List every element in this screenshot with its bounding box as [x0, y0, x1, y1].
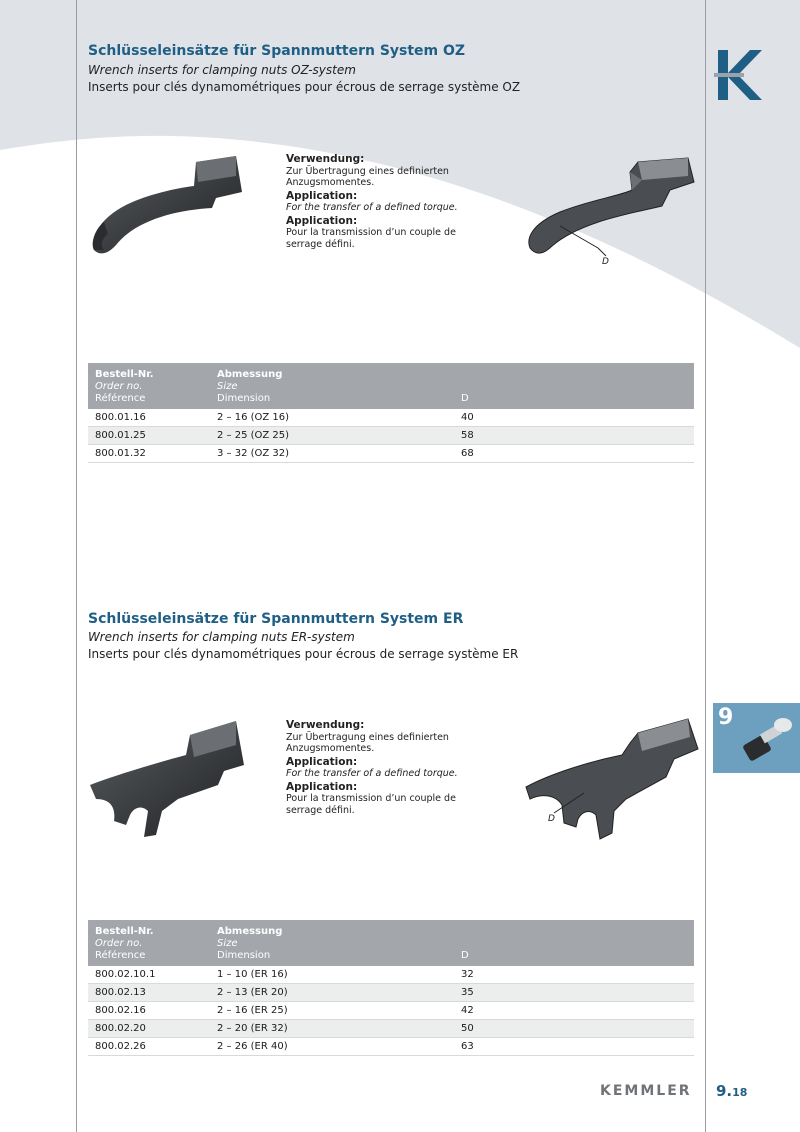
oz-th-dim-fr: Dimension: [217, 393, 271, 404]
er-section-title: Schlüsseleinsätze für Spannmuttern System ER: [88, 611, 464, 627]
oz-table-header: [88, 363, 694, 409]
oz-section-title: Schlüsseleinsätze für Spannmuttern System OZ: [88, 43, 466, 59]
er-desc-text-fr: Pour la transmission d’un couple de serrage défini.: [286, 793, 456, 816]
er-diagram-label: D: [548, 814, 555, 824]
er-th-dim-de: Abmessung: [217, 926, 283, 937]
er-desc-heading-en: Application:: [286, 755, 358, 768]
er-desc-heading-fr: Application:: [286, 780, 358, 793]
er-subtitle-fr: Inserts pour clés dynamométriques pour écrous de serrage système ER: [88, 647, 519, 661]
cell-d: 32: [461, 969, 474, 980]
oz-table: [88, 363, 694, 463]
oz-desc-heading-de: Verwendung:: [286, 153, 365, 165]
oz-desc-text-fr: Pour la transmission d’un couple de serrage défini.: [286, 227, 456, 250]
page-number-main: 9.: [716, 1082, 733, 1100]
table-row: [88, 1038, 694, 1056]
oz-th-dim-en: Size: [217, 381, 238, 392]
table-row: [88, 966, 694, 984]
oz-subtitle-fr: Inserts pour clés dynamométriques pour écrous de serrage système OZ: [88, 80, 521, 94]
er-desc-text-en: For the transfer of a defined torque.: [286, 768, 458, 779]
cell-order: 800.02.13: [95, 987, 146, 998]
right-margin-line: [705, 0, 706, 1132]
er-th-order-de: Bestell-Nr.: [95, 926, 154, 937]
table-row: [88, 1020, 694, 1038]
clamping-nut-icon: [731, 713, 797, 765]
er-wrench-diagram: [522, 715, 702, 845]
page-number: [716, 1082, 747, 1100]
er-description: [286, 718, 476, 816]
oz-wrench-diagram: [520, 150, 700, 270]
cell-d: 68: [461, 448, 474, 459]
oz-th-d: D: [461, 393, 469, 404]
er-th-dim-en: Size: [217, 938, 238, 949]
oz-desc-text-en: For the transfer of a defined torque.: [286, 202, 458, 213]
kemmler-logo-icon: [714, 46, 764, 102]
er-th-dim-fr: Dimension: [217, 950, 271, 961]
cell-order: 800.01.16: [95, 412, 146, 423]
cell-d: 50: [461, 1023, 474, 1034]
er-th-order-en: Order no.: [95, 938, 143, 949]
table-row: [88, 1002, 694, 1020]
er-desc-heading-de: Verwendung:: [286, 719, 365, 731]
oz-th-order-fr: Référence: [95, 393, 146, 404]
oz-desc-heading-en: Application:: [286, 189, 358, 202]
cell-dim: 2 – 16 (OZ 16): [217, 412, 290, 423]
cell-dim: 2 – 26 (ER 40): [217, 1041, 288, 1052]
oz-subtitle-en: Wrench inserts for clamping nuts OZ-system: [88, 63, 356, 77]
er-wrench-photo: [86, 715, 251, 840]
cell-order: 800.02.10.1: [95, 969, 156, 980]
page-number-sub: 18: [732, 1086, 748, 1099]
cell-dim: 2 – 16 (ER 25): [217, 1005, 288, 1016]
oz-diagram-label: D: [602, 257, 609, 267]
table-row: [88, 445, 694, 463]
table-row: [88, 427, 694, 445]
er-table-header: [88, 920, 694, 966]
oz-desc-heading-fr: Application:: [286, 214, 358, 227]
er-subtitle-en: Wrench inserts for clamping nuts ER-system: [88, 630, 355, 644]
chapter-number: 9: [718, 705, 734, 730]
oz-th-order-en: Order no.: [95, 381, 143, 392]
cell-order: 800.01.32: [95, 448, 146, 459]
oz-wrench-photo: [86, 150, 246, 260]
cell-order: 800.01.25: [95, 430, 146, 441]
cell-d: 63: [461, 1041, 474, 1052]
cell-dim: 2 – 20 (ER 32): [217, 1023, 288, 1034]
chapter-tab[interactable]: [713, 703, 800, 773]
table-row: [88, 984, 694, 1002]
cell-order: 800.02.16: [95, 1005, 146, 1016]
cell-order: 800.02.20: [95, 1023, 146, 1034]
cell-d: 40: [461, 412, 474, 423]
oz-th-dim-de: Abmessung: [217, 369, 283, 380]
er-desc-text-de: Zur Übertragung eines definierten Anzugsmomentes.: [286, 731, 449, 754]
left-margin-line: [76, 0, 77, 1132]
footer-brand: KEMMLER: [600, 1083, 692, 1099]
cell-d: 58: [461, 430, 474, 441]
er-table: [88, 920, 694, 1056]
oz-th-order-de: Bestell-Nr.: [95, 369, 154, 380]
cell-dim: 1 – 10 (ER 16): [217, 969, 288, 980]
cell-d: 42: [461, 1005, 474, 1016]
table-row: [88, 409, 694, 427]
cell-dim: 2 – 25 (OZ 25): [217, 430, 290, 441]
cell-order: 800.02.26: [95, 1041, 146, 1052]
cell-dim: 3 – 32 (OZ 32): [217, 448, 290, 459]
oz-description: [286, 152, 476, 250]
oz-desc-text-de: Zur Übertragung eines definierten Anzugsmomentes.: [286, 165, 449, 188]
cell-dim: 2 – 13 (ER 20): [217, 987, 288, 998]
er-th-d: D: [461, 950, 469, 961]
cell-d: 35: [461, 987, 474, 998]
er-th-order-fr: Référence: [95, 950, 146, 961]
